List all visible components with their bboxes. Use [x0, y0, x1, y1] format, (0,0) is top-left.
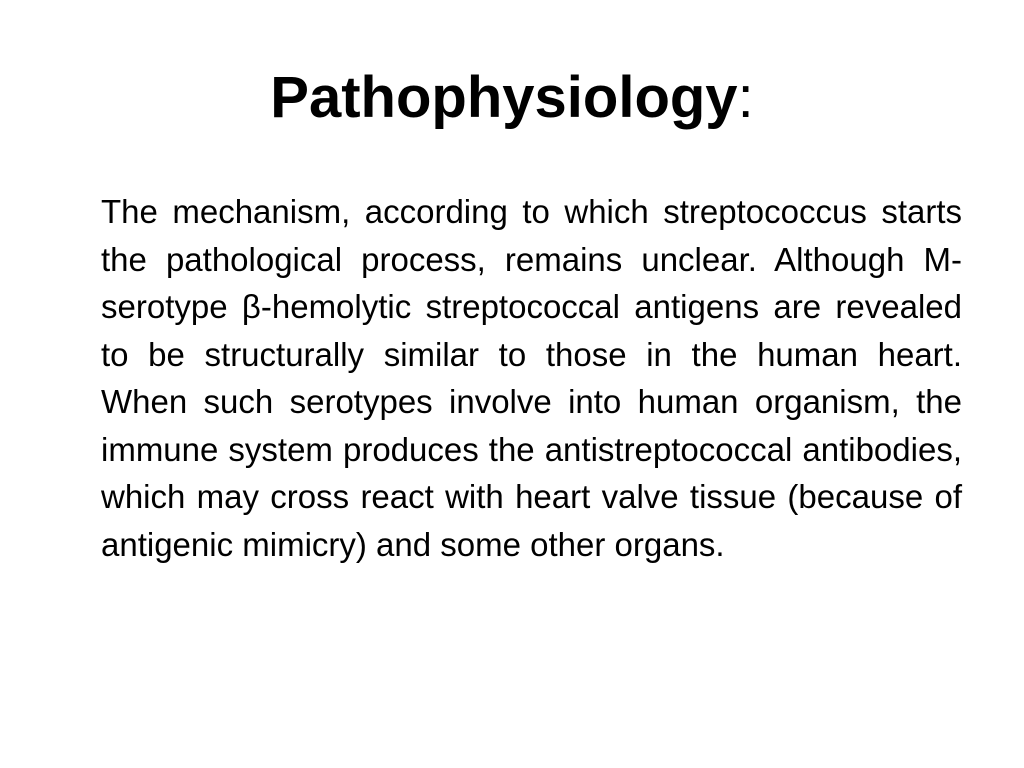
slide-body-paragraph: The mechanism, according to which streptococcus starts the pathological process, remains unclear. Although M-serotype β-hemolytic streptococcal antigens are revealed to be structurally similar to those in the human heart. When such serotypes involve into human organism, the immune system produces the antistreptococcal antibodies, which may cross react with heart valve tissue (because of antigenic mimicry) and some other organs.: [101, 193, 962, 563]
slide-title-colon: :: [737, 65, 754, 130]
slide-title: [0, 62, 1024, 134]
slide-title-text: Pathophysiology: [270, 65, 738, 130]
